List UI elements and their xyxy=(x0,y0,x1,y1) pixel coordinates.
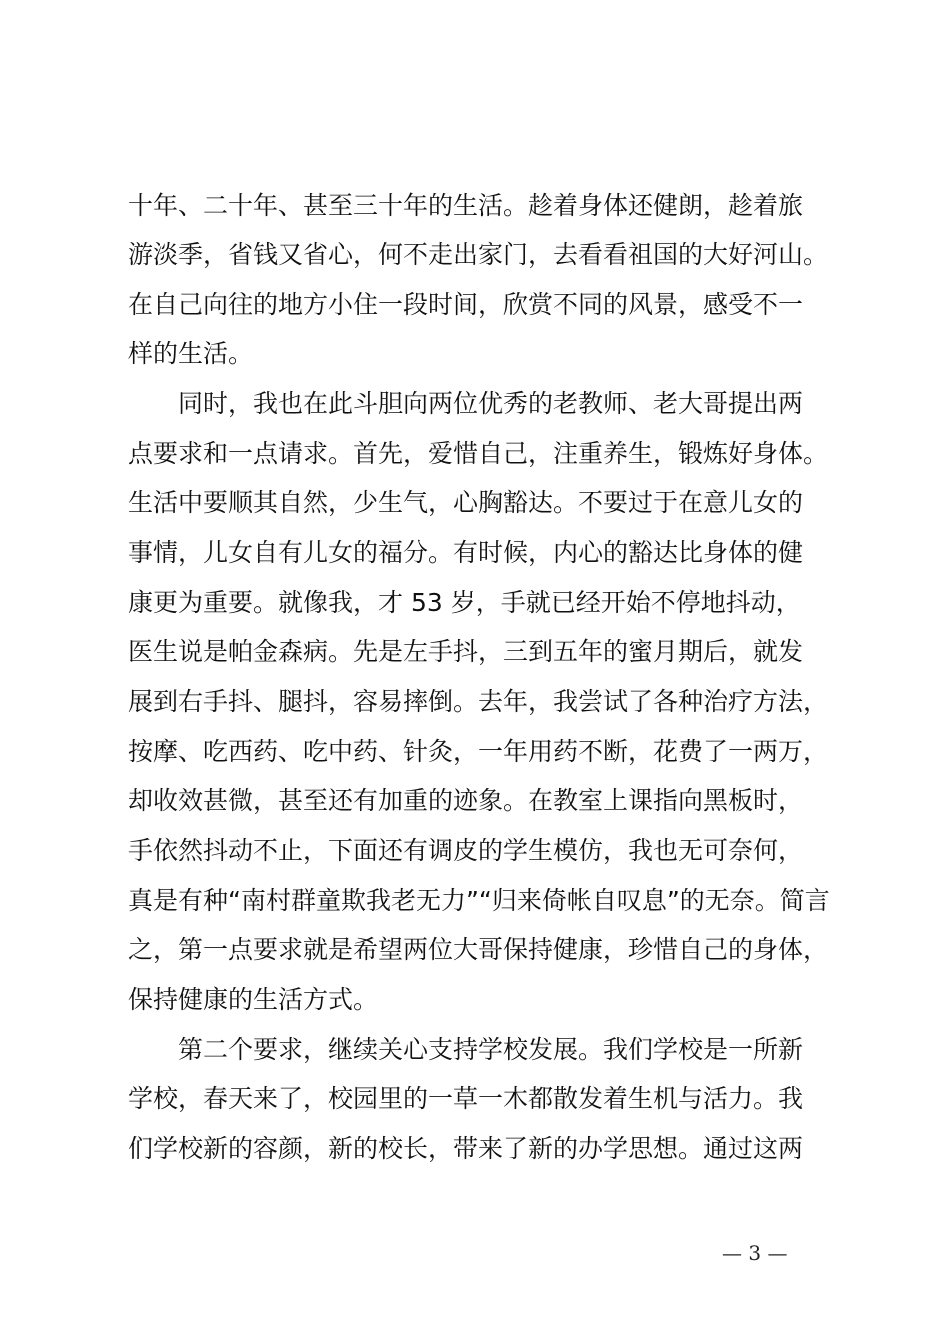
text-line: 学校，春天来了，校园里的一草一木都散发着生机与活力。我 xyxy=(128,1084,804,1113)
text-line: 真是有种“南村群童欺我老无力”“归来倚帐自叹息”的无奈。简言 xyxy=(128,886,830,915)
text-line: 手依然抖动不止，下面还有调皮的学生模仿，我也无可奈何， xyxy=(128,836,804,865)
text-line: 生活中要顺其自然，少生气，心胸豁达。不要过于在意儿女的 xyxy=(128,488,804,517)
text-line: 按摩、吃西药、吃中药、针灸，一年用药不断，花费了一两万， xyxy=(128,737,829,766)
text-line: 十年、二十年、甚至三十年的生活。趁着身体还健朗，趁着旅 xyxy=(128,191,804,220)
paragraph-first-line: 同时，我也在此斗胆向两位优秀的老教师、老大哥提出两 xyxy=(178,389,804,418)
text-line: 医生说是帕金森病。先是左手抖，三到五年的蜜月期后，就发 xyxy=(128,637,804,666)
text-line: 们学校新的容颜，新的校长，带来了新的办学思想。通过这两 xyxy=(128,1134,804,1163)
text-line: 点要求和一点请求。首先，爱惜自己，注重养生，锻炼好身体。 xyxy=(128,439,829,468)
text-line: 展到右手抖、腿抖，容易摔倒。去年，我尝试了各种治疗方法， xyxy=(128,687,829,716)
text-line: 却收效甚微，甚至还有加重的迹象。在教室上课指向黑板时， xyxy=(128,786,804,815)
text-line: 游淡季，省钱又省心，何不走出家门，去看看祖国的大好河山。 xyxy=(128,240,829,269)
text-line: 事情，儿女自有儿女的福分。有时候，内心的豁达比身体的健 xyxy=(128,538,804,567)
text-line: 康更为重要。就像我，才 53 岁，手就已经开始不停地抖动， xyxy=(128,588,801,617)
text-line: 之，第一点要求就是希望两位大哥保持健康，珍惜自己的身体， xyxy=(128,935,829,964)
page-number: — 3 — xyxy=(722,1241,788,1265)
text-line: 在自己向往的地方小住一段时间，欣赏不同的风景，感受不一 xyxy=(128,290,804,319)
text-line: 保持健康的生活方式。 xyxy=(128,985,379,1014)
text-line: 样的生活。 xyxy=(128,339,254,368)
paragraph-first-line: 第二个要求，继续关心支持学校发展。我们学校是一所新 xyxy=(178,1035,804,1064)
